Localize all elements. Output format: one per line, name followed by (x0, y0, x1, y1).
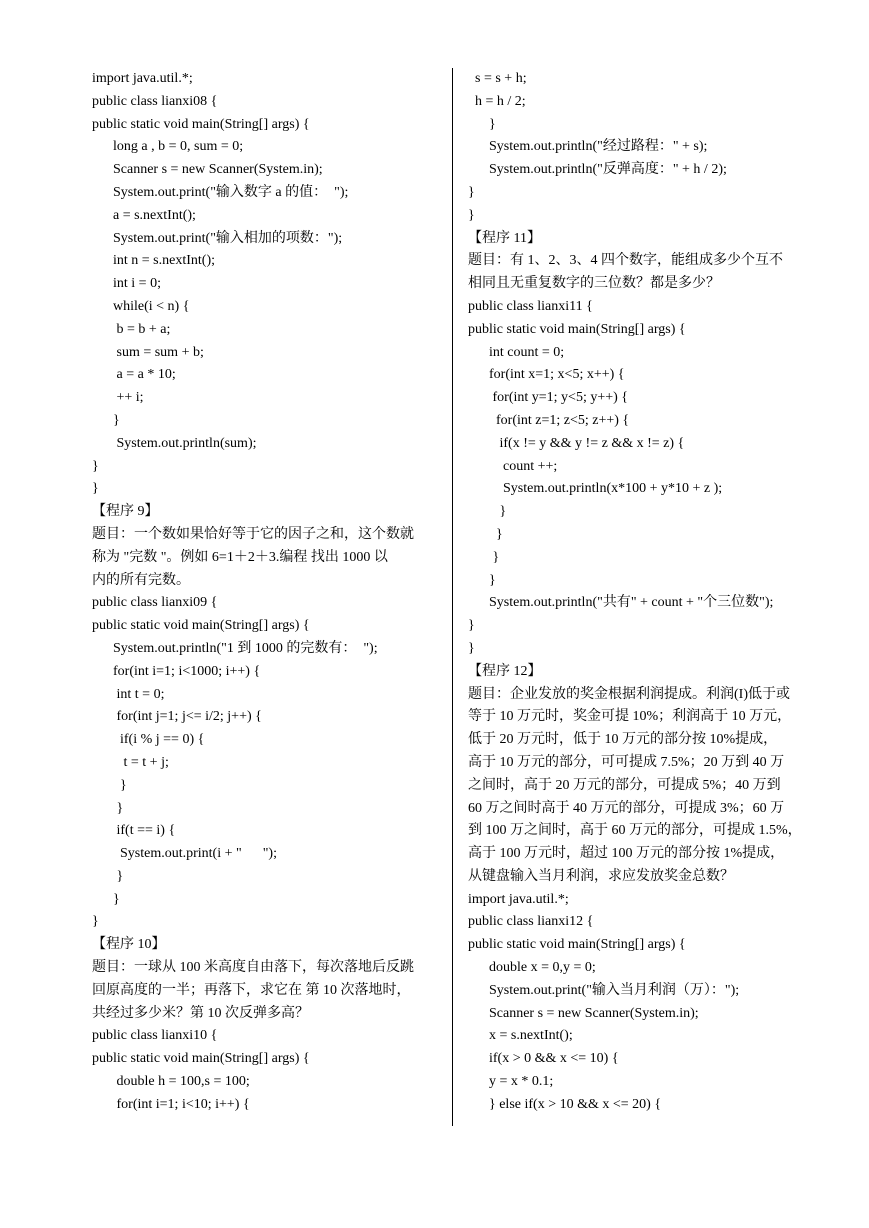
text-line: public static void main(String[] args) { (92, 1051, 310, 1067)
text-line: } (468, 504, 507, 520)
text-line: System.out.println(x*100 + y*10 + z ); (468, 481, 723, 497)
text-line: s = s + h; (468, 71, 527, 86)
text-line: 【程序 11】 (468, 230, 541, 246)
text-line: } (92, 891, 120, 907)
text-line: public static void main(String[] args) { (468, 937, 686, 953)
text-line: System.out.println("1 到 1000 的完数有： "); (92, 640, 378, 656)
text-line: y = x * 0.1; (468, 1074, 554, 1090)
text-line: } (468, 207, 475, 223)
text-line: 【程序 9】 (92, 504, 159, 520)
text-line: int count = 0; (468, 344, 565, 360)
text-line: 题目：企业发放的奖金根据利润提成。利润(I)低于或 (468, 686, 790, 702)
text-line: } (92, 481, 99, 497)
text-line: x = s.nextInt(); (468, 1028, 573, 1044)
text-line: a = s.nextInt(); (92, 207, 196, 223)
text-line: } (468, 526, 503, 542)
column-divider (452, 68, 453, 1126)
text-line: System.out.println("共有" + count + "个三位数"); (468, 595, 774, 611)
text-line: if(t == i) { (92, 823, 176, 839)
text-line: } (468, 640, 475, 656)
text-line: for(int i=1; i<1000; i++) { (92, 663, 261, 679)
text-line: public class lianxi12 { (468, 914, 594, 930)
text-line: 【程序 10】 (92, 937, 166, 953)
text-line: System.out.print("输入相加的项数："); (92, 230, 343, 246)
text-line: public static void main(String[] args) { (468, 321, 686, 337)
text-line: for(int i=1; i<10; i++) { (92, 1096, 250, 1112)
text-line: 共经过多少米？第 10 次反弹多高？ (92, 1005, 309, 1021)
text-line: double h = 100,s = 100; (92, 1074, 250, 1090)
text-line: 等于 10 万元时，奖金可提 10%；利润高于 10 万元， (468, 709, 792, 725)
text-line: Scanner s = new Scanner(System.in); (92, 162, 323, 178)
text-line: b = b + a; (92, 321, 171, 337)
left-column (92, 68, 442, 1117)
text-line: int i = 0; (92, 276, 161, 292)
text-line: if(x != y && y != z && x != z) { (468, 435, 685, 451)
text-line: } (92, 412, 120, 428)
text-line: 【程序 12】 (468, 663, 542, 679)
text-line: public static void main(String[] args) { (92, 618, 310, 634)
text-line: int n = s.nextInt(); (92, 253, 215, 269)
text-line: import java.util.*; (92, 71, 193, 86)
text-line: public static void main(String[] args) { (92, 116, 310, 132)
text-line: } (92, 800, 124, 816)
text-line: if(i % j == 0) { (92, 732, 205, 748)
text-line: ++ i; (92, 390, 144, 406)
text-line: 之间时，高于 20 万元的部分，可提成 5%；40 万到 (468, 777, 781, 793)
text-line: 相同且无重复数字的三位数？都是多少？ (468, 276, 720, 292)
text-line: h = h / 2; (468, 93, 526, 109)
text-line: for(int x=1; x<5; x++) { (468, 367, 625, 383)
text-line: sum = sum + b; (92, 344, 204, 360)
text-line: 称为 "完数 "。例如 6=1＋2＋3.编程 找出 1000 以 (92, 549, 388, 565)
text-line: if(x > 0 && x <= 10) { (468, 1051, 619, 1067)
text-line: 60 万之间时高于 40 万元的部分，可提成 3%；60 万 (468, 800, 785, 816)
text-line: for(int j=1; j<= i/2; j++) { (92, 709, 262, 725)
text-line: 内的所有完数。 (92, 572, 190, 588)
text-line: public class lianxi09 { (92, 595, 218, 611)
text-line: 题目：有 1、2、3、4 四个数字，能组成多少个互不 (468, 253, 783, 269)
text-line: } (468, 618, 475, 634)
text-line: } (468, 116, 496, 132)
text-line: System.out.println(sum); (92, 435, 257, 451)
text-line: 高于 100 万元时，超过 100 万元的部分按 1%提成， (468, 846, 785, 862)
text-line: } (468, 184, 475, 200)
text-line: 从键盘输入当月利润，求应发放奖金总数？ (468, 868, 734, 884)
text-line: } (92, 458, 99, 474)
text-line: 题目：一个数如果恰好等于它的因子之和，这个数就 (92, 526, 414, 542)
text-line: public class lianxi11 { (468, 298, 593, 314)
text-line: double x = 0,y = 0; (468, 960, 596, 976)
text-line: } else if(x > 10 && x <= 20) { (468, 1096, 662, 1112)
text-line: public class lianxi10 { (92, 1028, 218, 1044)
text-line: System.out.print(i + " "); (92, 846, 277, 862)
text-line: } (468, 549, 500, 565)
text-line: 题目：一球从 100 米高度自由落下，每次落地后反跳 (92, 960, 414, 976)
text-line: 回原高度的一半；再落下，求它在 第 10 次落地时， (92, 982, 411, 998)
text-line: public class lianxi08 { (92, 93, 218, 109)
text-line: for(int y=1; y<5; y++) { (468, 390, 629, 406)
text-line: for(int z=1; z<5; z++) { (468, 412, 630, 428)
text-line: } (92, 777, 127, 793)
text-line: 低于 20 万元时，低于 10 万元的部分按 10%提成， (468, 732, 778, 748)
text-line: long a , b = 0, sum = 0; (92, 139, 244, 155)
text-line: Scanner s = new Scanner(System.in); (468, 1005, 699, 1021)
text-line: System.out.print("输入数字 a 的值： "); (92, 184, 349, 200)
text-line: System.out.println("经过路程：" + s); (468, 139, 708, 155)
text-line: } (92, 914, 99, 930)
text-line: System.out.println("反弹高度：" + h / 2); (468, 162, 727, 178)
text-line: count ++; (468, 458, 558, 474)
text-line: } (468, 572, 496, 588)
text-line: a = a * 10; (92, 367, 176, 383)
text-line: 到 100 万之间时，高于 60 万元的部分，可提成 1.5%， (468, 823, 802, 839)
text-line: int t = 0; (92, 686, 165, 702)
text-line: t = t + j; (92, 754, 169, 770)
text-line: while(i < n) { (92, 298, 190, 314)
text-line: } (92, 868, 124, 884)
text-line: import java.util.*; (468, 891, 569, 907)
text-line: 高于 10 万元的部分，可可提成 7.5%；20 万到 40 万 (468, 754, 785, 770)
text-line: System.out.print("输入当月利润（万）："); (468, 982, 740, 998)
right-column (468, 68, 820, 1117)
